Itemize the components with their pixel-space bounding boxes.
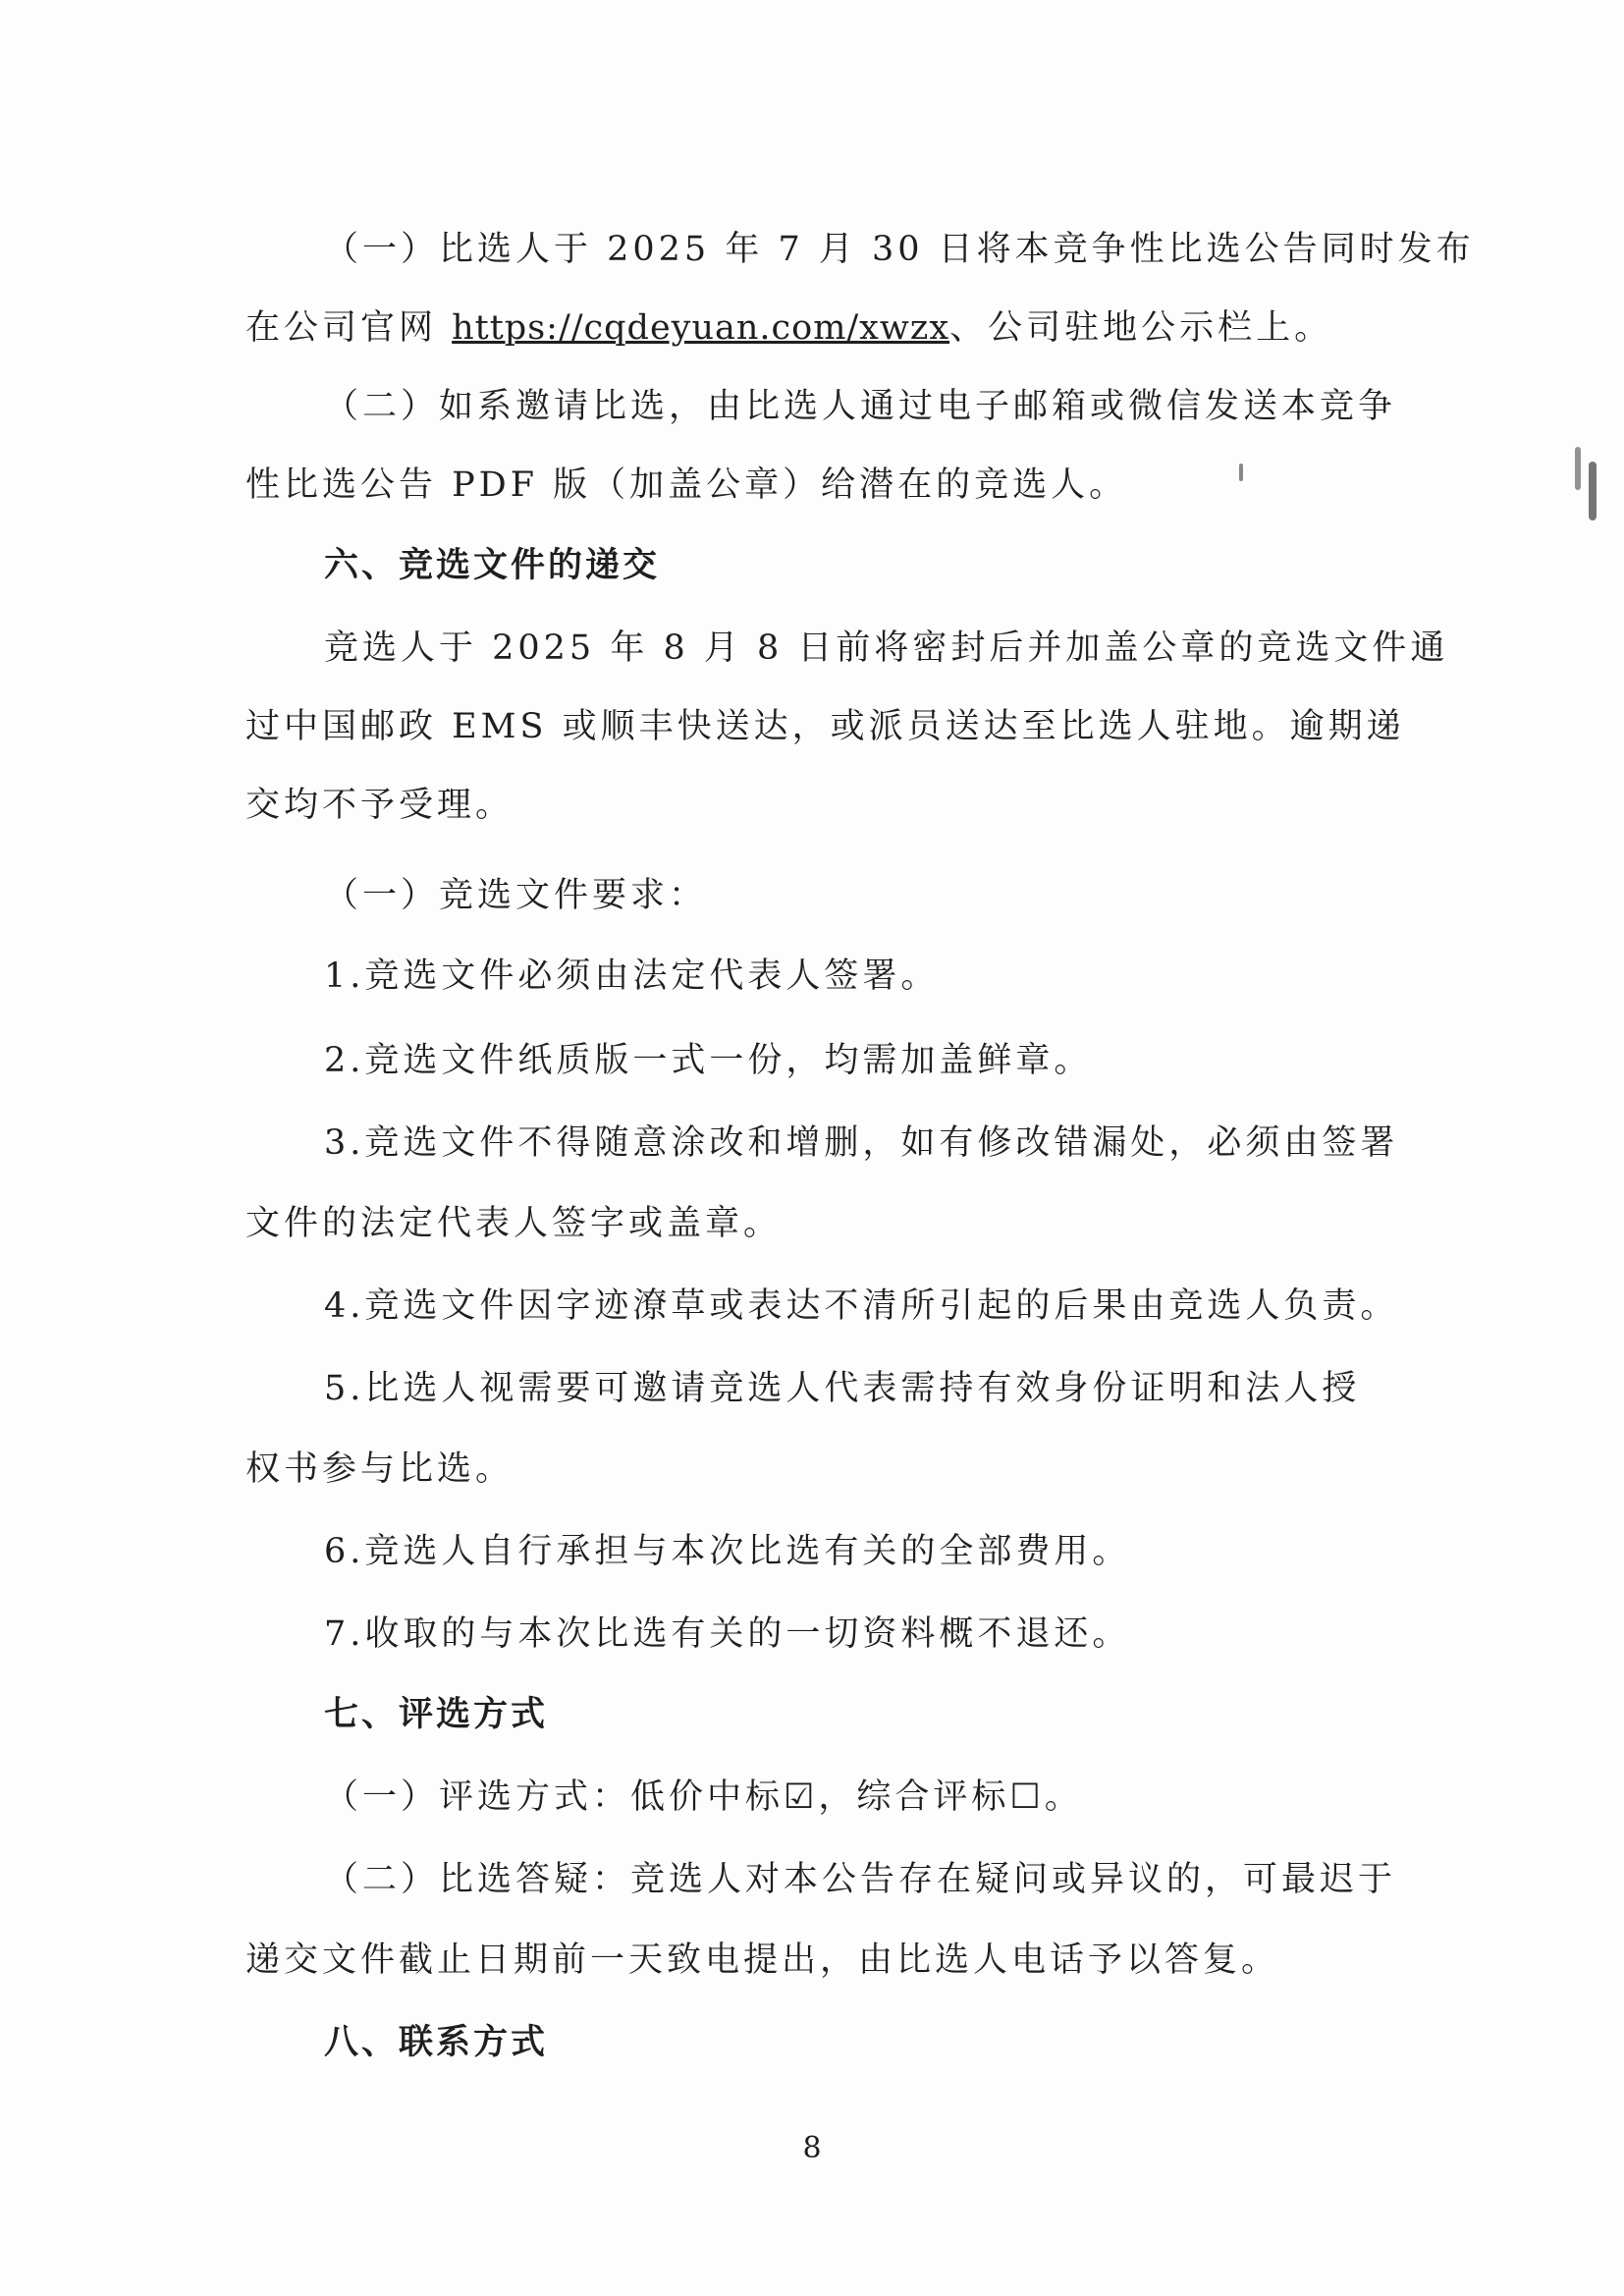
- paragraph-evaluation-method: （一）评选方式：低价中标☑，综合评标☐。: [324, 1777, 1083, 1817]
- scan-mark: [1239, 464, 1243, 481]
- subheading-requirements: （一）竞选文件要求：: [324, 876, 708, 915]
- requirement-item-6: 6.竞选人自行承担与本次比选有关的全部费用。: [324, 1532, 1131, 1571]
- paragraph-publish-1: （一）比选人于 2025 年 7 月 30 日将本竞争性比选公告同时发布: [324, 230, 1475, 269]
- requirement-item-4: 4.竞选文件因字迹潦草或表达不清所引起的后果由竞选人负责。: [324, 1286, 1399, 1326]
- requirement-item-3a: 3.竞选文件不得随意涂改和增删，如有修改错漏处，必须由签署: [324, 1123, 1399, 1163]
- paragraph-qa-2: 递交文件截止日期前一天致电提出，由比选人电话予以答复。: [245, 1941, 1280, 1980]
- website-link[interactable]: https://cqdeyuan.com/xwzx: [452, 308, 950, 348]
- requirement-item-7: 7.收取的与本次比选有关的一切资料概不退还。: [324, 1614, 1131, 1654]
- scan-mark: [1589, 462, 1597, 520]
- requirement-item-5b: 权书参与比选。: [245, 1449, 514, 1489]
- paragraph-submit-1: 竞选人于 2025 年 8 月 8 日前将密封后并加盖公章的竞选文件通: [324, 629, 1449, 668]
- paragraph-invite-1: （二）如系邀请比选，由比选人通过电子邮箱或微信发送本竞争: [324, 387, 1397, 426]
- requirement-item-1: 1.竞选文件必须由法定代表人签署。: [324, 957, 940, 996]
- text-notice-board: 、公司驻地公示栏上。: [949, 308, 1333, 348]
- requirement-item-3b: 文件的法定代表人签字或盖章。: [245, 1204, 783, 1243]
- text-official-site: 在公司官网: [245, 308, 453, 348]
- paragraph-submit-2: 过中国邮政 EMS 或顺丰快送达，或派员送达至比选人驻地。逾期递: [245, 707, 1405, 746]
- paragraph-invite-2: 性比选公告 PDF 版（加盖公章）给潜在的竞选人。: [245, 465, 1128, 505]
- requirement-item-2: 2.竞选文件纸质版一式一份，均需加盖鲜章。: [324, 1041, 1093, 1080]
- page-number: 8: [802, 2131, 822, 2165]
- paragraph-publish-2: [245, 304, 1332, 352]
- requirement-item-5a: 5.比选人视需要可邀请竞选人代表需持有效身份证明和法人授: [324, 1369, 1361, 1408]
- heading-section-8: 八、联系方式: [324, 2023, 549, 2062]
- paragraph-qa-1: （二）比选答疑：竞选人对本公告存在疑问或异议的，可最迟于: [324, 1860, 1397, 1899]
- scan-mark: [1575, 447, 1581, 490]
- heading-section-7: 七、评选方式: [324, 1695, 549, 1734]
- heading-section-6: 六、竞选文件的递交: [324, 546, 661, 585]
- paragraph-submit-3: 交均不予受理。: [245, 786, 514, 825]
